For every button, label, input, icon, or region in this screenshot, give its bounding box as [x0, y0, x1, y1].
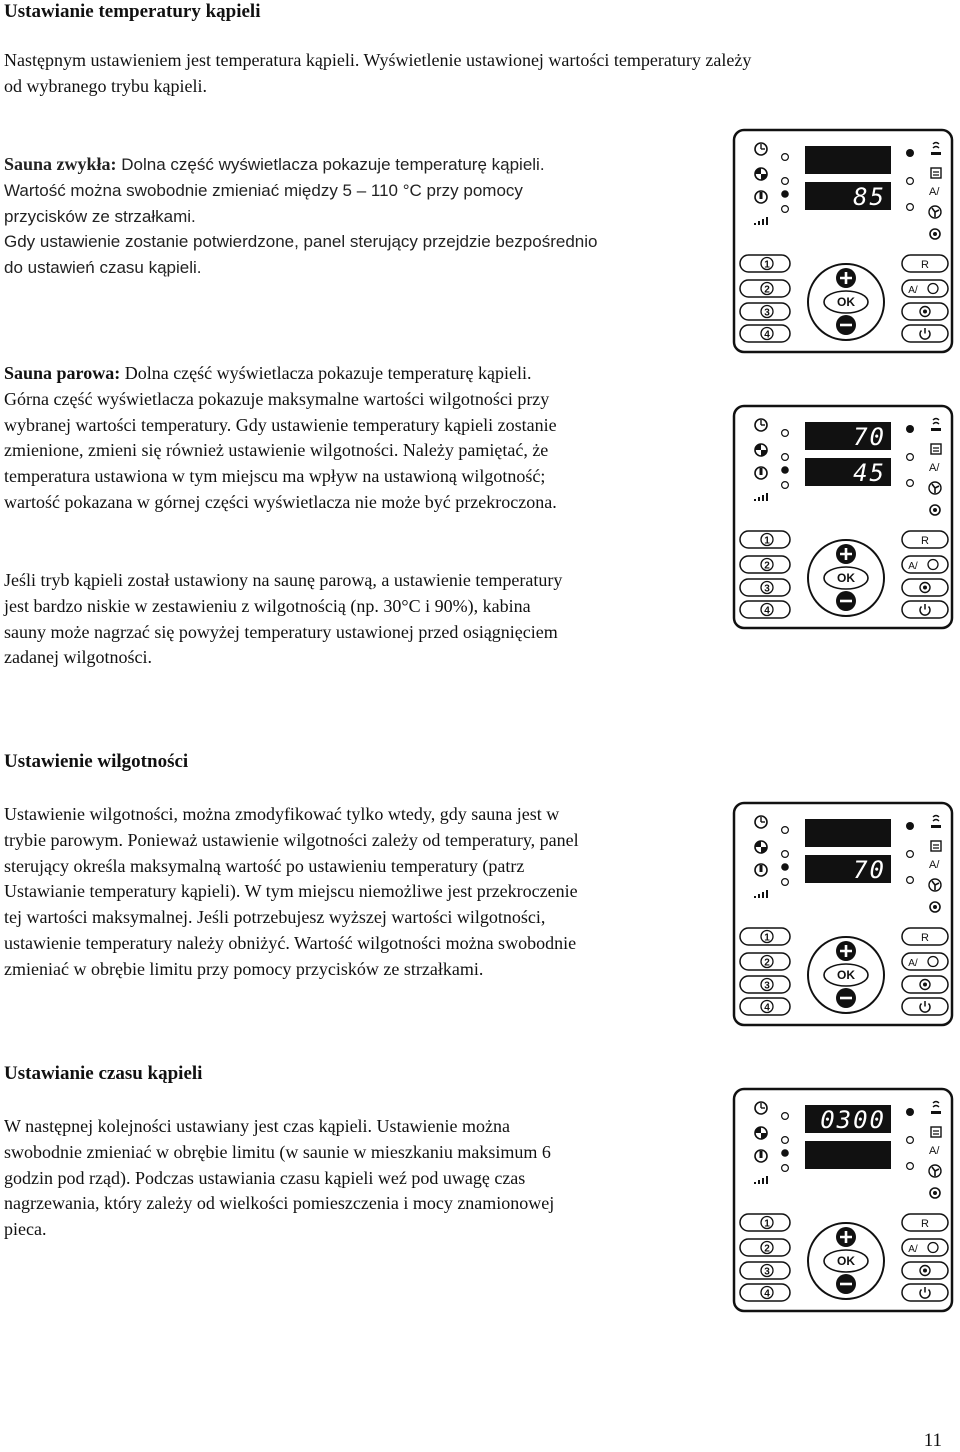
svg-text:A/: A/	[908, 561, 918, 572]
line: Gdy ustawienie zostanie potwierdzone, panel sterujący przejdzie bezpośrednio	[4, 232, 598, 252]
mode-led-active	[906, 149, 914, 157]
term-steam-sauna: Sauna parowa:	[4, 363, 121, 383]
clock-half-icon	[755, 168, 767, 180]
line: do ustawień czasu kąpieli.	[4, 258, 202, 278]
page-number: 11	[923, 1430, 942, 1451]
svg-text:A/: A/	[908, 1244, 918, 1255]
paragraph-steam-note	[4, 568, 562, 671]
top-display-value: 70	[853, 423, 886, 451]
mode-led-active	[906, 822, 914, 830]
mode-led-active	[906, 1108, 914, 1116]
clock-half-icon	[755, 444, 767, 456]
line: Ustawienie wilgotności, można zmodyfikować tylko wtedy, gdy sauna jest w	[4, 804, 560, 824]
line: sauny może nagrzać się powyżej temperatury ustawionej przed osiągnięciem	[4, 621, 558, 642]
line: Wartość można swobodnie zmieniać między 5 – 110 °C przy pomocy	[4, 180, 523, 200]
line: trybie parowym. Ponieważ ustawienie wilgotności zależy od temperatury, panel	[4, 829, 579, 850]
paragraph-bath-time	[4, 1114, 554, 1243]
mode-led-active	[906, 425, 914, 433]
paragraph-steam-sauna	[4, 361, 557, 516]
control-panel-bath-time	[732, 1087, 954, 1313]
line: Jeśli tryb kąpieli został ustawiony na saunę parową, a ustawienie temperatury	[4, 570, 563, 590]
status-led-active	[781, 863, 789, 871]
control-panel-humidity	[732, 801, 954, 1027]
top-display-value: 0300	[820, 1106, 886, 1134]
ok-dial	[808, 1223, 884, 1299]
line: przycisków ze strzałkami.	[4, 206, 196, 226]
line: nagrzewania, który zależy od wielkości pomieszczenia i mocy znamionowej	[4, 1193, 555, 1214]
auto-label: A/	[929, 859, 940, 871]
line: temperatura ustawiona w tym miejscu ma wpływ na ustawioną wilgotność;	[4, 466, 546, 487]
svg-text:R: R	[921, 932, 929, 944]
bottom-display	[805, 1141, 891, 1169]
top-display	[805, 819, 891, 847]
svg-text:OK: OK	[837, 1254, 855, 1268]
line: W następnej kolejności ustawiany jest czas kąpieli. Ustawienie można	[4, 1116, 511, 1136]
line: zmieniać w obrębie limitu przy pomocy przycisków ze strzałkami.	[4, 958, 484, 979]
auto-label: A/	[929, 186, 940, 198]
svg-text:3: 3	[764, 583, 770, 595]
line: Ustawianie temperatury kąpieli). W tym miejscu niemożliwe jest przekroczenie	[4, 881, 578, 902]
line: jest bardzo niskie w zestawieniu z wilgotnością (np. 30°C i 90%), kabina	[4, 595, 531, 616]
control-panel-steam-sauna	[732, 404, 954, 630]
svg-text:4: 4	[764, 1002, 770, 1014]
svg-text:3: 3	[764, 1266, 770, 1278]
svg-text:1: 1	[764, 1218, 770, 1230]
bottom-display-value: 70	[853, 856, 886, 884]
status-led-active	[781, 190, 789, 198]
line: tej wartości maksymalnej. Jeśli potrzebujesz wyższej wartości wilgotności,	[4, 907, 546, 928]
line: Górna część wyświetlacza pokazuje maksymalne wartości wilgotności przy	[4, 388, 550, 409]
line: wartość pokazana w górnej części wyświetlacza nie może być przekroczona.	[4, 491, 557, 512]
line: sterujący określa maksymalną wartość po ustawieniu temperatury (patrz	[4, 855, 525, 876]
line: swobodnie zmieniać w obrębie limitu (w saunie w mieszkaniu maksimum 6	[4, 1141, 551, 1162]
paragraph-temperature-intro	[4, 48, 751, 100]
svg-text:4: 4	[764, 1288, 770, 1300]
svg-text:4: 4	[764, 329, 770, 341]
clock-half-icon	[755, 1127, 767, 1139]
ok-dial	[808, 540, 884, 616]
svg-text:3: 3	[764, 307, 770, 319]
status-led-active	[781, 466, 789, 474]
ok-dial	[808, 264, 884, 340]
auto-label: A/	[929, 1145, 940, 1157]
svg-text:4: 4	[764, 605, 770, 617]
line: zmienione, zmieni się również ustawienie wilgotności. Należy pamiętać, że	[4, 440, 549, 461]
svg-text:A/: A/	[908, 958, 918, 969]
auto-label: A/	[929, 462, 940, 474]
svg-text:OK: OK	[837, 968, 855, 982]
paragraph-normal-sauna	[4, 152, 597, 281]
svg-text:2: 2	[764, 1243, 770, 1255]
status-led-active	[781, 1149, 789, 1157]
svg-text:2: 2	[764, 957, 770, 969]
svg-text:1: 1	[764, 932, 770, 944]
heading-bath-time: Ustawianie czasu kąpieli	[4, 1063, 203, 1084]
line: wybranej wartości temperatury. Gdy ustawienie temperatury kąpieli zostanie	[4, 414, 557, 435]
control-panel-normal-sauna	[732, 128, 954, 354]
line: godzin pod rząd). Podczas ustawiania czasu kąpieli weź pod uwagę czas	[4, 1167, 526, 1188]
svg-text:R: R	[921, 535, 929, 547]
svg-text:1: 1	[764, 535, 770, 547]
ok-dial	[808, 937, 884, 1013]
svg-text:1: 1	[764, 259, 770, 271]
svg-text:A/: A/	[908, 285, 918, 296]
line: ustawienie temperatury należy obniżyć. Wartość wilgotności można swobodnie	[4, 932, 577, 953]
top-display	[805, 146, 891, 174]
bottom-display-value: 85	[853, 183, 886, 211]
line: pieca.	[4, 1219, 47, 1240]
bottom-display-value: 45	[853, 459, 886, 487]
line: Następnym ustawieniem jest temperatura kąpieli. Wyświetlenie ustawionej wartości temperatury zależy	[4, 50, 752, 70]
heading-temperature: Ustawianie temperatury kąpieli	[4, 1, 261, 22]
svg-text:3: 3	[764, 980, 770, 992]
clock-half-icon	[755, 841, 767, 853]
svg-text:R: R	[921, 259, 929, 271]
term-normal-sauna: Sauna zwykła:	[4, 154, 117, 174]
svg-text:OK: OK	[837, 295, 855, 309]
svg-text:2: 2	[764, 284, 770, 296]
line: Dolna część wyświetlacza pokazuje temperaturę kąpieli.	[120, 363, 532, 383]
svg-text:R: R	[921, 1218, 929, 1230]
line: Dolna część wyświetlacza pokazuje temperaturę kąpieli.	[116, 155, 545, 174]
svg-text:OK: OK	[837, 571, 855, 585]
line: od wybranego trybu kąpieli.	[4, 75, 207, 96]
svg-text:2: 2	[764, 560, 770, 572]
line: zadanej wilgotności.	[4, 647, 152, 668]
paragraph-humidity	[4, 802, 579, 983]
heading-humidity: Ustawienie wilgotności	[4, 751, 189, 772]
